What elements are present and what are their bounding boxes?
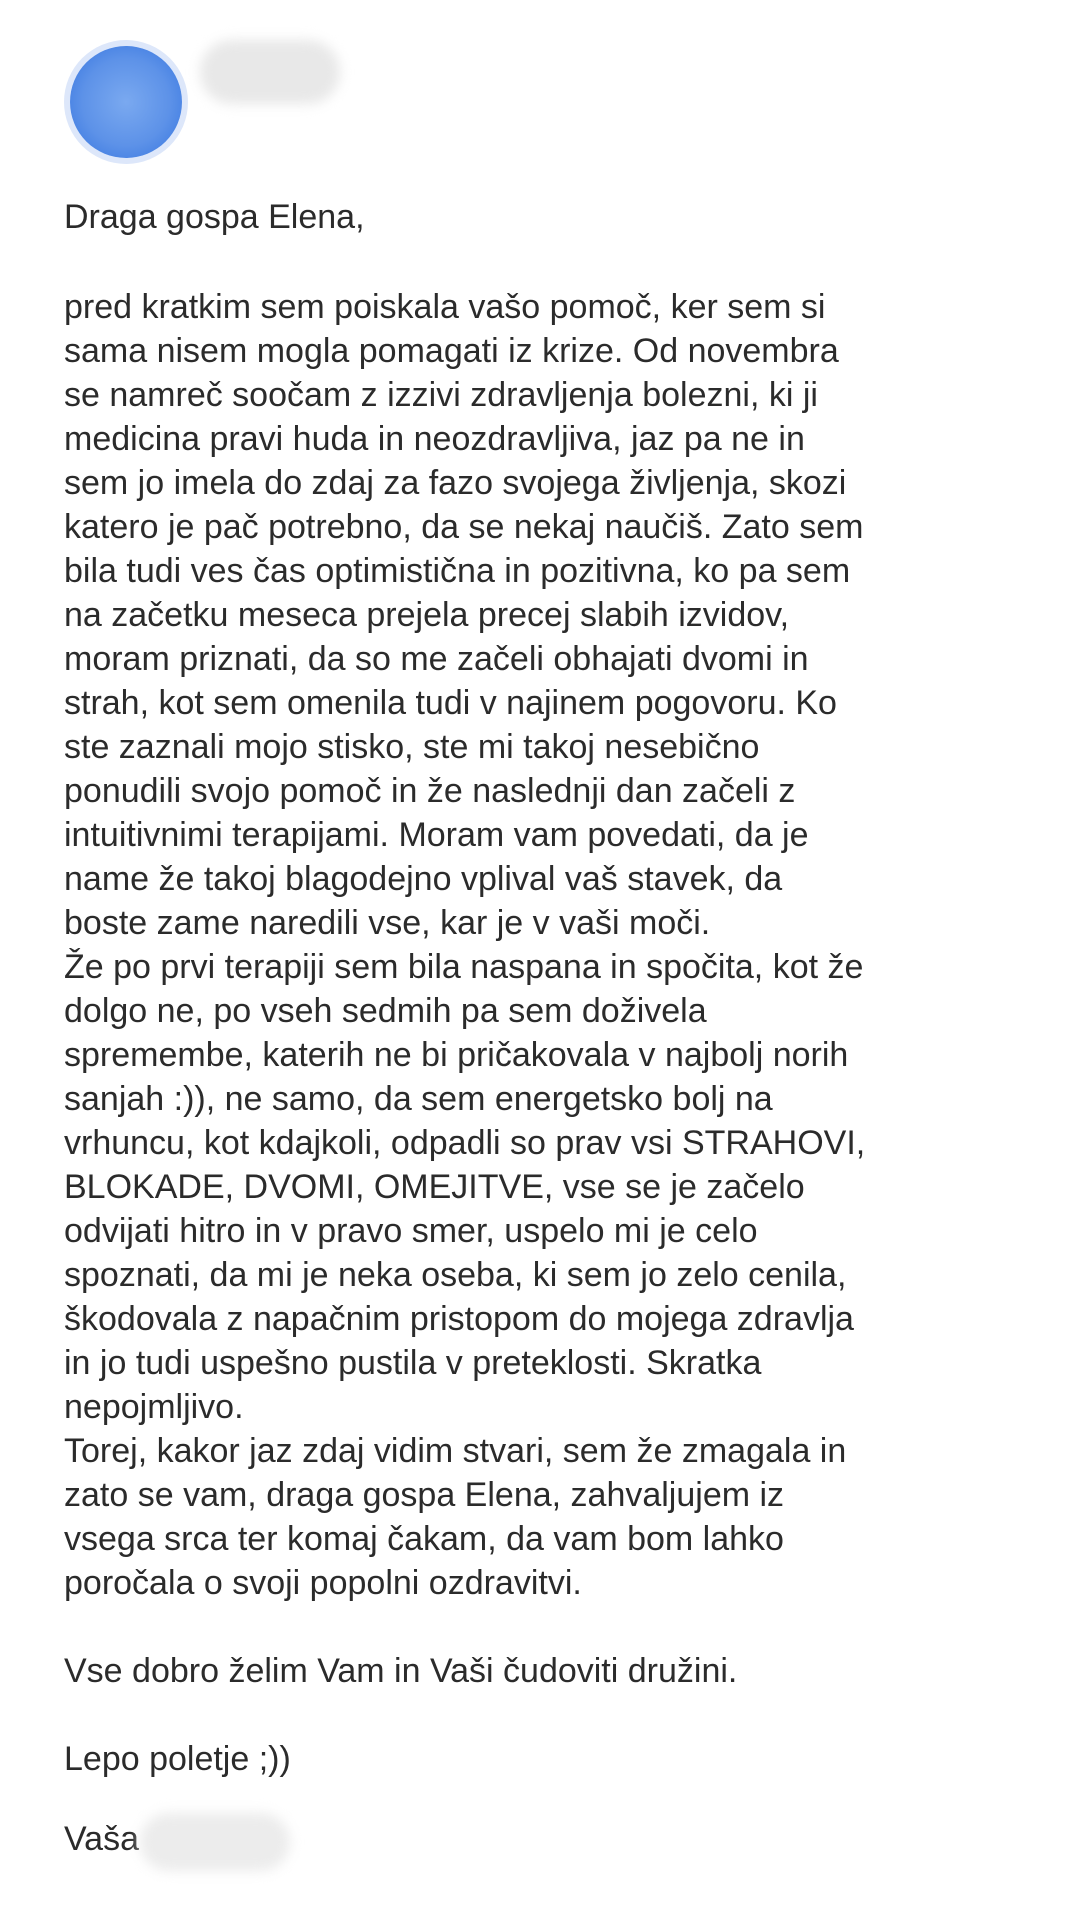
signature-label: Vaša xyxy=(64,1820,139,1858)
signature-name-redacted xyxy=(140,1813,290,1871)
message-body xyxy=(64,195,1024,1877)
message-header xyxy=(60,40,1020,160)
sender-avatar[interactable] xyxy=(70,46,182,158)
greeting-line: Draga gospa Elena, xyxy=(64,198,365,236)
body-paragraph-3: Torej, kakor jaz zdaj vidim stvari, sem že zmagala in zato se vam, draga gospa Elena, zahvaljujem iz vsega srca ter komaj čakam, da vam bom lahko poročala o svoji popolni ozdravitvi. xyxy=(64,1432,847,1602)
body-paragraph-2: Že po prvi terapiji sem bila naspana in spočita, kot že dolgo ne, po vseh sedmih pa sem doživela spremembe, katerih ne bi pričakovala v najbolj norih sanjah :)), ne samo, da sem energetsko bolj na vrhuncu, kot kdajkoli, odpadli so prav vsi STRAHOVI, BLOKADE, DVOMI, OMEJITVE, vse se je začelo odvijati hitro in v pravo smer, uspelo mi je celo spoznati, da mi je neka oseba, ki sem jo zelo cenila, škodovala z napačnim pristopom do mojega zdravlja in jo tudi uspešno pustila v preteklosti. Skratka nepojmljivo. xyxy=(64,948,866,1426)
body-paragraph-1: pred kratkim sem poiskala vašo pomoč, ker sem si sama nisem mogla pomagati iz krize. Od novembra se namreč soočam z izzivi zdravljenja bolezni, ki ji medicina pravi huda in neozdravljiva, jaz pa ne in sem jo imela do zdaj za fazo svojega življenja, skozi katero je pač potrebno, da se nekaj naučiš. Zato sem bila tudi ves čas optimistična in pozitivna, ko pa sem na začetku meseca prejela precej slabih izvidov, moram priznati, da so me začeli obhajati dvomi in strah, kot sem omenila tudi v najinem pogovoru. Ko ste zaznali mojo stisko, ste mi takoj nesebično ponudili svojo pomoč in že naslednji dan začeli z intuitivnimi terapijami. Moram vam povedati, da je name že takoj blagodejno vplival vaš stavek, da boste zame naredili vse, kar je v vaši moči. xyxy=(64,288,864,942)
sender-name-redacted xyxy=(200,40,340,104)
sign-off-line: Lepo poletje ;)) xyxy=(64,1740,291,1778)
signature xyxy=(64,1817,1024,1877)
closing-line: Vse dobro želim Vam in Vaši čudoviti družini. xyxy=(64,1652,738,1690)
